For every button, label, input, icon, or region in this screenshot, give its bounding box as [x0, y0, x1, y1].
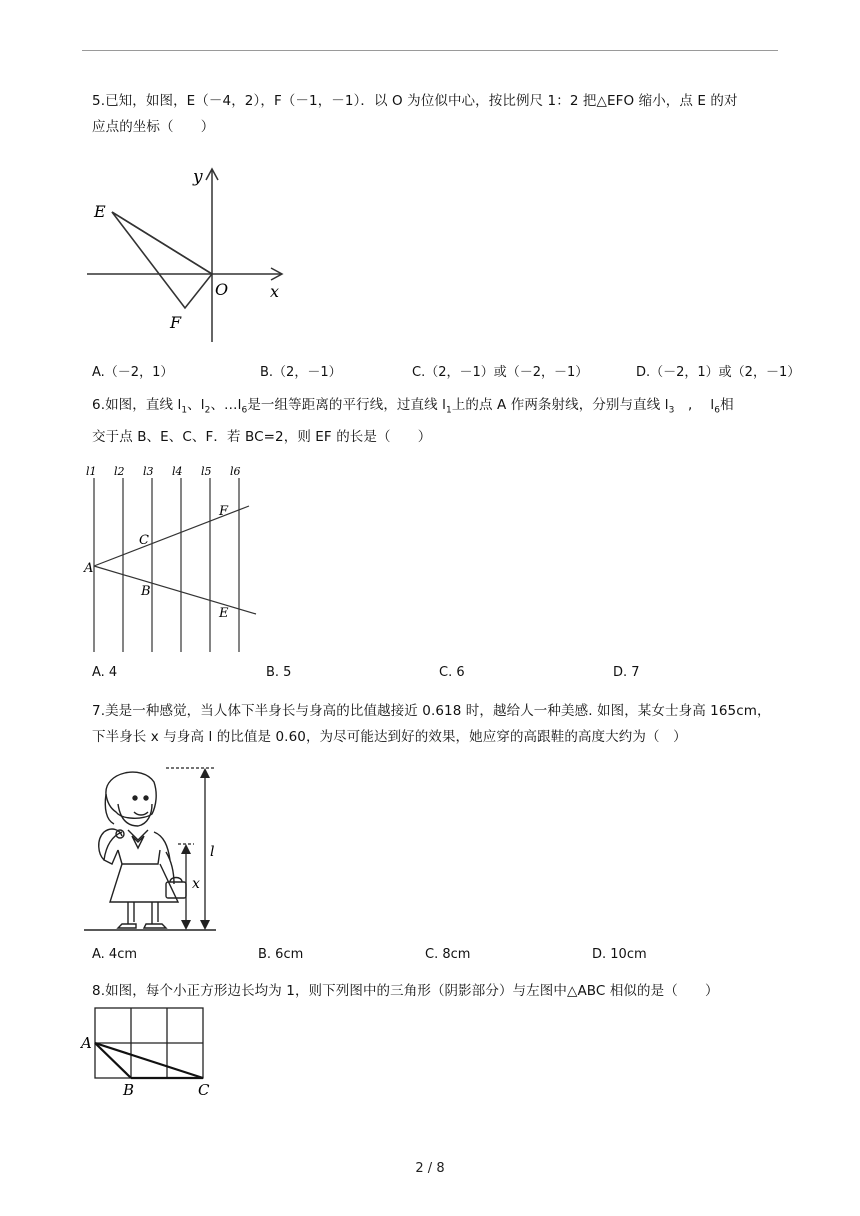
- q8-figure: [80, 1004, 215, 1099]
- q7-option-d[interactable]: D. 10cm: [592, 947, 647, 962]
- q5-option-b[interactable]: B.（2，－1）: [260, 365, 342, 380]
- segment-eo: [112, 212, 212, 274]
- header-rule: [82, 50, 778, 51]
- q7-option-b[interactable]: B. 6cm: [258, 947, 304, 962]
- label-f: F: [219, 504, 229, 519]
- q5-option-c[interactable]: C.（2，－1）或（－2，－1）: [412, 365, 589, 380]
- question-7: [92, 698, 792, 750]
- label-l3: l3: [143, 465, 154, 478]
- question-7-line-2: 下半身长 x 与身高 l 的比值是 0.60，为尽可能达到好的效果，她应穿的高跟鞋的高度大约为（ ）: [92, 729, 687, 745]
- q5-option-d[interactable]: D.（－2，1）或（2，－1）: [636, 365, 801, 380]
- question-5-line-1: 5.已知，如图，E（－4，2），F（－1，－1）．以 O 为位似中心，按比例尺 1：2 把△EFO 缩小，点 E 的对: [92, 93, 738, 109]
- label-x: x: [192, 876, 200, 892]
- question-5: [92, 88, 792, 140]
- q6-option-d[interactable]: D. 7: [613, 665, 640, 680]
- question-5-line-2: 应点的坐标（ ）: [92, 119, 215, 135]
- q6-figure: [82, 460, 267, 655]
- question-8-line-1: 8.如图，每个小正方形边长均为 1，则下列图中的三角形（阴影部分）与左图中△ABC 相似的是（ ）: [92, 983, 719, 999]
- label-a: A: [84, 561, 94, 576]
- question-7-options: [92, 947, 792, 967]
- label-l: l: [210, 844, 215, 860]
- arrow-l-top: [200, 768, 210, 778]
- page-number: 2 / 8: [415, 1161, 445, 1176]
- label-e: E: [94, 202, 106, 221]
- label-l4: l4: [172, 465, 183, 478]
- woman-drawing: [84, 772, 216, 930]
- question-6: [92, 392, 792, 450]
- label-c: C: [198, 1081, 210, 1099]
- triangle-efo: [112, 212, 212, 308]
- label-l6: l6: [230, 465, 241, 478]
- arrow-l-bottom: [200, 920, 210, 930]
- label-l2: l2: [114, 465, 125, 478]
- label-a: A: [81, 1034, 92, 1052]
- label-o: O: [215, 280, 229, 299]
- q6-option-a[interactable]: A. 4: [92, 665, 118, 680]
- q7-option-a[interactable]: A. 4cm: [92, 947, 138, 962]
- label-f: F: [170, 313, 182, 332]
- question-6-options: [92, 665, 792, 685]
- question-6-line-2: 交于点 B、E、C、F．若 BC=2，则 EF 的长是（ ）: [92, 428, 432, 445]
- question-8: [92, 978, 792, 1004]
- q7-figure: [82, 764, 222, 934]
- question-5-options: [92, 361, 801, 381]
- q5-option-a[interactable]: A.（－2，1）: [92, 365, 174, 380]
- label-l5: l5: [201, 465, 212, 478]
- segment-ac: [95, 1043, 203, 1078]
- label-l1: l1: [86, 465, 97, 478]
- arrow-x-top: [181, 844, 191, 854]
- q6-option-c[interactable]: C. 6: [439, 665, 465, 680]
- label-y: y: [193, 167, 203, 187]
- q7-option-c[interactable]: C. 8cm: [425, 947, 471, 962]
- q5-figure: [85, 162, 290, 347]
- dimension-lines: [166, 768, 216, 928]
- label-x: x: [270, 282, 280, 301]
- q6-option-b[interactable]: B. 5: [266, 665, 292, 680]
- label-b: B: [123, 1081, 135, 1099]
- label-c: C: [139, 533, 149, 548]
- label-b: B: [141, 584, 151, 599]
- ray-abe: [94, 566, 256, 614]
- question-6-line-1: 6.如图，直线 $l_1$、$l_2$、$\dots l_6$是一组等距离的平行线，过直线 $l_1$上的点 A 作两条射线，分别与直线 $l_3$ , $l_6$相: [92, 397, 734, 416]
- label-e: E: [219, 606, 229, 621]
- question-7-line-1: 7.美是一种感觉，当人体下半身长与身高的比值越接近 0.618 时，越给人一种美感. 如图，某女士身高 165cm，: [92, 703, 771, 719]
- arrow-x-bottom: [181, 920, 191, 930]
